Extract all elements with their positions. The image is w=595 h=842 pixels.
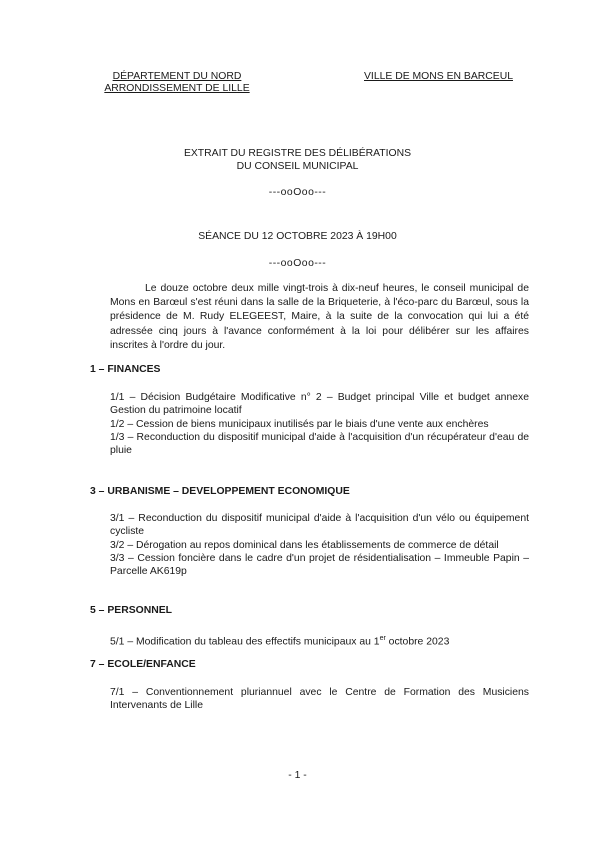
section-title-personnel: 5 – PERSONNEL <box>90 605 172 616</box>
document-title: EXTRAIT DU REGISTRE DES DÉLIBÉRATIONS <box>183 148 412 159</box>
list-item: 1/3 – Reconduction du dispositif municipal d'aide à l'acquisition d'un récupérateur d'eau de pluie <box>110 431 529 457</box>
header-city <box>356 71 521 83</box>
section-title-finances: 1 – FINANCES <box>90 364 161 375</box>
separator: ---ooOoo--- <box>268 258 327 269</box>
section-items-urbanisme <box>110 512 529 578</box>
page-number: - 1 - <box>288 770 307 781</box>
section-items-ecole <box>110 686 529 713</box>
intro-text: Le douze octobre deux mille vingt-trois à dix-neuf heures, le conseil municipal de Mons en Barœul s'est réuni dans la salle de la Briqueterie, à l'éco-parc du Barœul, sous la présidence de M. Rudy ELEGEEST, Maire, à la suite de la convocation qui lui a été adressée cinq jours à l'avance conformément à la loi pour délibérer sur les affaires inscrites à l'ordre du jour. <box>110 283 529 351</box>
item-superscript: er <box>379 635 386 642</box>
header-department <box>94 71 260 95</box>
list-item: 3/2 – Dérogation au repos dominical dans les établissements de commerce de détail <box>110 539 499 551</box>
list-item <box>110 632 529 649</box>
list-item: 3/3 – Cession foncière dans le cadre d'un projet de résidentialisation – Immeuble Papin – Parcelle AK619p <box>110 552 529 578</box>
seance-date: SÉANCE DU 12 OCTOBRE 2023 À 19H00 <box>198 231 397 242</box>
city-label: VILLE DE MONS EN BARCEUL <box>364 71 513 82</box>
item-text: octobre 2023 <box>385 636 450 648</box>
section-title-ecole: 7 – ECOLE/ENFANCE <box>90 659 196 670</box>
intro-paragraph <box>110 282 529 353</box>
section-items-personnel <box>110 632 529 649</box>
list-item: 1/2 – Cession de biens municipaux inutilisés par le biais d'une vente aux enchères <box>110 418 489 430</box>
list-item: 3/1 – Reconduction du dispositif municipal d'aide à l'acquisition d'un vélo ou équipement cycliste <box>110 513 529 538</box>
list-item: 1/1 – Décision Budgétaire Modificative n° 2 – Budget principal Ville et budget annexe Gestion du patrimoine locatif <box>110 392 529 417</box>
section-items-finances <box>110 391 529 457</box>
item-text: 5/1 – Modification du tableau des effectifs municipaux au 1 <box>110 636 380 648</box>
department-label: DÉPARTEMENT DU NORD <box>112 71 242 82</box>
arrondissement-label: ARRONDISSEMENT DE LILLE <box>104 83 250 94</box>
list-item: 7/1 – Conventionnement pluriannuel avec le Centre de Formation des Musiciens Intervenants de Lille <box>110 687 529 712</box>
separator: ---ooOoo--- <box>268 187 327 198</box>
section-title-urbanisme: 3 – URBANISME – DEVELOPPEMENT ECONOMIQUE <box>90 486 350 497</box>
document-subtitle: DU CONSEIL MUNICIPAL <box>236 161 359 172</box>
